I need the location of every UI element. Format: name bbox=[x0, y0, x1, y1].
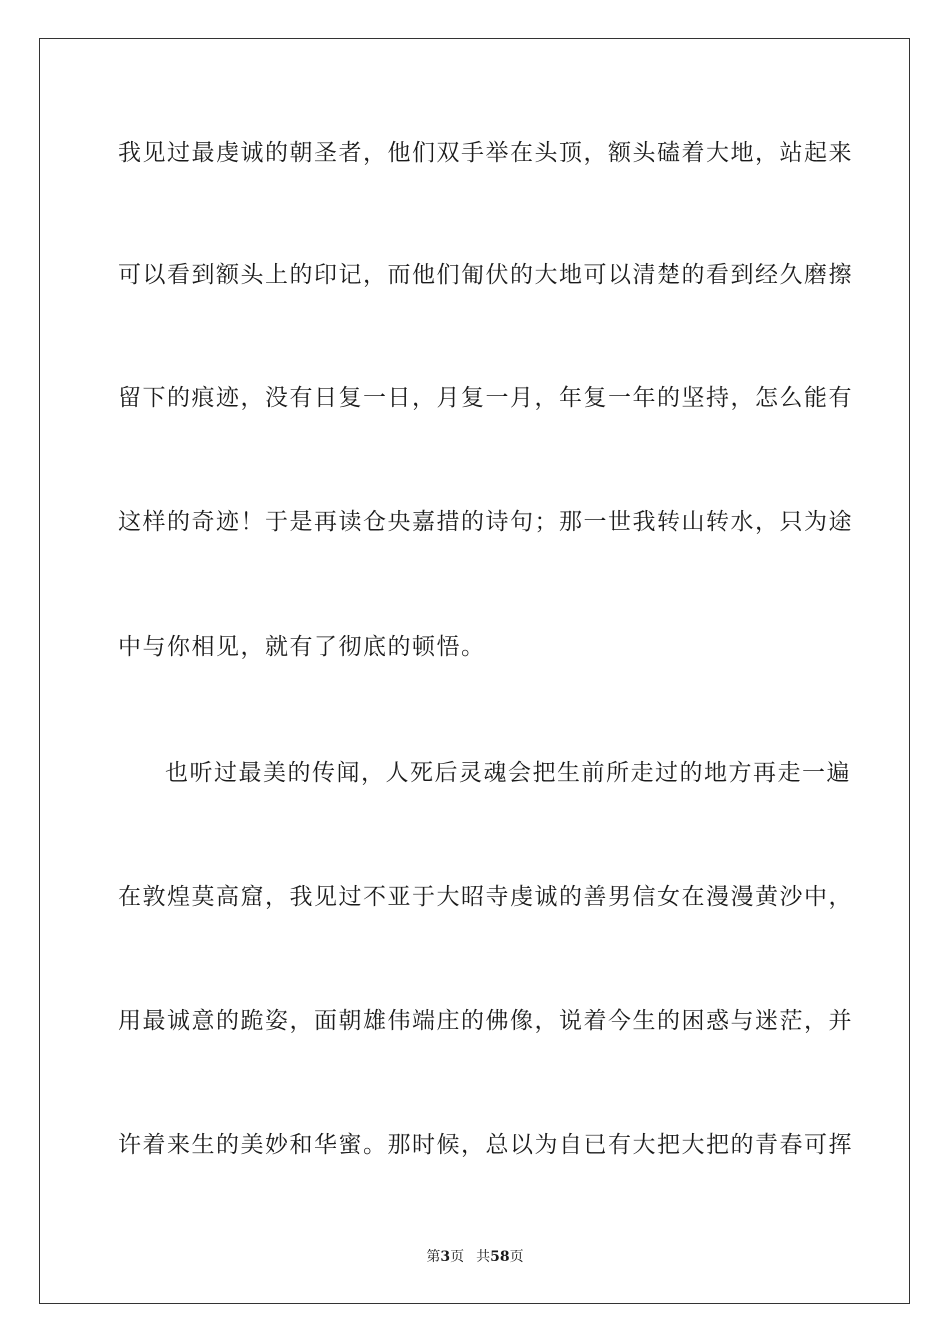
total-pages: 58 bbox=[490, 1249, 510, 1265]
total-prefix: 共 bbox=[476, 1249, 491, 1265]
text-line-9: 许着来生的美妙和华蜜。那时候，总以为自已有大把大把的青春可挥 bbox=[118, 1132, 853, 1158]
page-border bbox=[39, 38, 910, 1304]
text-line-5: 中与你相见，就有了彻底的顿悟。 bbox=[118, 634, 486, 660]
text-line-8: 用最诚意的跪姿，面朝雄伟端庄的佛像，说着今生的困惑与迷茫，并 bbox=[118, 1008, 853, 1034]
text-line-3: 留下的痕迹，没有日复一日，月复一月，年复一年的坚持，怎么能有 bbox=[118, 385, 853, 411]
page-footer bbox=[0, 1248, 950, 1266]
page-number: 3 bbox=[440, 1249, 451, 1265]
page-suffix: 页 bbox=[450, 1249, 465, 1265]
paragraph-start-line: 也听过最美的传闻，人死后灵魂会把生前所走过的地方再走一遍 bbox=[165, 760, 851, 786]
total-suffix: 页 bbox=[509, 1249, 524, 1265]
text-line-1: 我见过最虔诚的朝圣者，他们双手举在头顶，额头磕着大地，站起来 bbox=[118, 140, 853, 166]
text-line-4: 这样的奇迹！于是再读仓央嘉措的诗句；那一世我转山转水，只为途 bbox=[118, 509, 853, 535]
page-prefix: 第 bbox=[426, 1249, 441, 1265]
text-line-2: 可以看到额头上的印记，而他们匍伏的大地可以清楚的看到经久磨擦 bbox=[118, 262, 853, 288]
text-line-7: 在敦煌莫高窟，我见过不亚于大昭寺虔诚的善男信女在漫漫黄沙中， bbox=[118, 884, 853, 910]
